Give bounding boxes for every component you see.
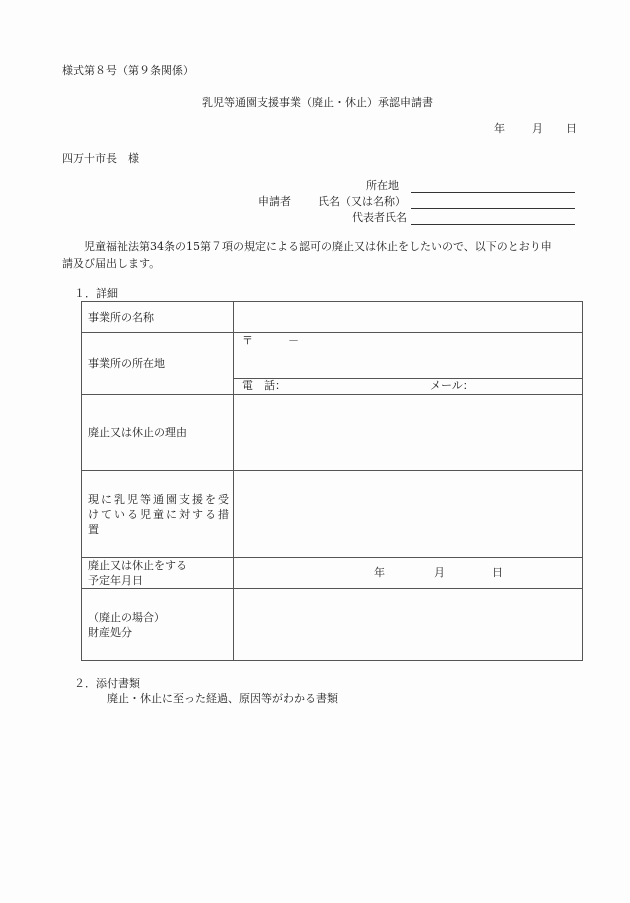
date-year-label: 年 [494, 122, 505, 135]
table-row [82, 333, 583, 395]
planned-date-field[interactable] [234, 558, 583, 589]
date-month-label: 月 [532, 122, 543, 135]
postal-mark: 〒 [242, 334, 253, 347]
child-measures-label-line3: 置 [88, 522, 101, 536]
section2-heading: ２．添付書類 [74, 677, 140, 690]
email-field[interactable] [474, 379, 574, 393]
property-disposal-field[interactable] [234, 589, 583, 661]
representative-name-field[interactable] [411, 224, 575, 225]
date-day-label: 日 [566, 122, 577, 135]
email-label: メール： [430, 379, 474, 392]
attachment-item: 廃止・休止に至った経過、原因等がわかる書類 [107, 692, 338, 705]
planned-date-label-line1: 廃止又は休止をする [88, 559, 187, 572]
applicant-address-field[interactable] [411, 192, 575, 193]
planned-year-label: 年 [374, 566, 385, 579]
planned-day-label: 日 [492, 566, 503, 579]
table-row [82, 471, 583, 558]
planned-month-label: 月 [434, 566, 445, 579]
facility-name-label: 事業所の名称 [82, 302, 234, 333]
property-disposal-label [82, 589, 234, 661]
section1-heading: １．詳細 [74, 287, 118, 300]
table-row [82, 395, 583, 471]
applicant-name-label: 氏名（又は名称） [318, 195, 406, 208]
facility-address-label: 事業所の所在地 [82, 333, 234, 395]
table-row [82, 302, 583, 333]
addressee: 四万十市長 様 [62, 152, 139, 165]
planned-date-label-line2: 予定年月日 [88, 574, 143, 587]
child-measures-label-line2: けている児童に対する措 [88, 507, 231, 521]
table-row [82, 558, 583, 589]
property-disposal-label-line2: 財産処分 [88, 625, 132, 639]
child-measures-label-line1: 現に乳児等通園支援を受 [88, 492, 231, 506]
property-disposal-label-line1: （廃止の場合） [88, 610, 165, 624]
document-title: 乳児等通園支援事業（廃止・休止）承認申請書 [202, 96, 433, 109]
table-row [82, 589, 583, 661]
applicant-address-label: 所在地 [366, 179, 399, 192]
details-table [81, 301, 583, 661]
child-measures-label [82, 471, 234, 558]
postal-dash: － [288, 334, 299, 347]
closure-reason-label: 廃止又は休止の理由 [82, 395, 234, 471]
facility-address-field[interactable] [234, 333, 582, 379]
applicant-label: 申請者 [258, 195, 291, 208]
phone-field[interactable] [264, 379, 414, 393]
applicant-name-field[interactable] [411, 208, 575, 209]
closure-reason-field[interactable] [234, 395, 583, 471]
planned-date-label [82, 558, 234, 589]
phone-label: 電 話： [242, 379, 286, 392]
body-text-line1: 児童福祉法第34条の15第７項の規定による認可の廃止又は休止をしたいので、以下のとおり申 [84, 240, 552, 253]
facility-name-field[interactable] [234, 302, 583, 333]
child-measures-field[interactable] [234, 471, 583, 558]
body-text-line2: 請及び届出します。 [62, 257, 161, 270]
facility-address-cell [234, 333, 583, 395]
form-number: 様式第８号（第９条関係） [62, 64, 194, 77]
representative-name-label: 代表者氏名 [352, 211, 407, 224]
